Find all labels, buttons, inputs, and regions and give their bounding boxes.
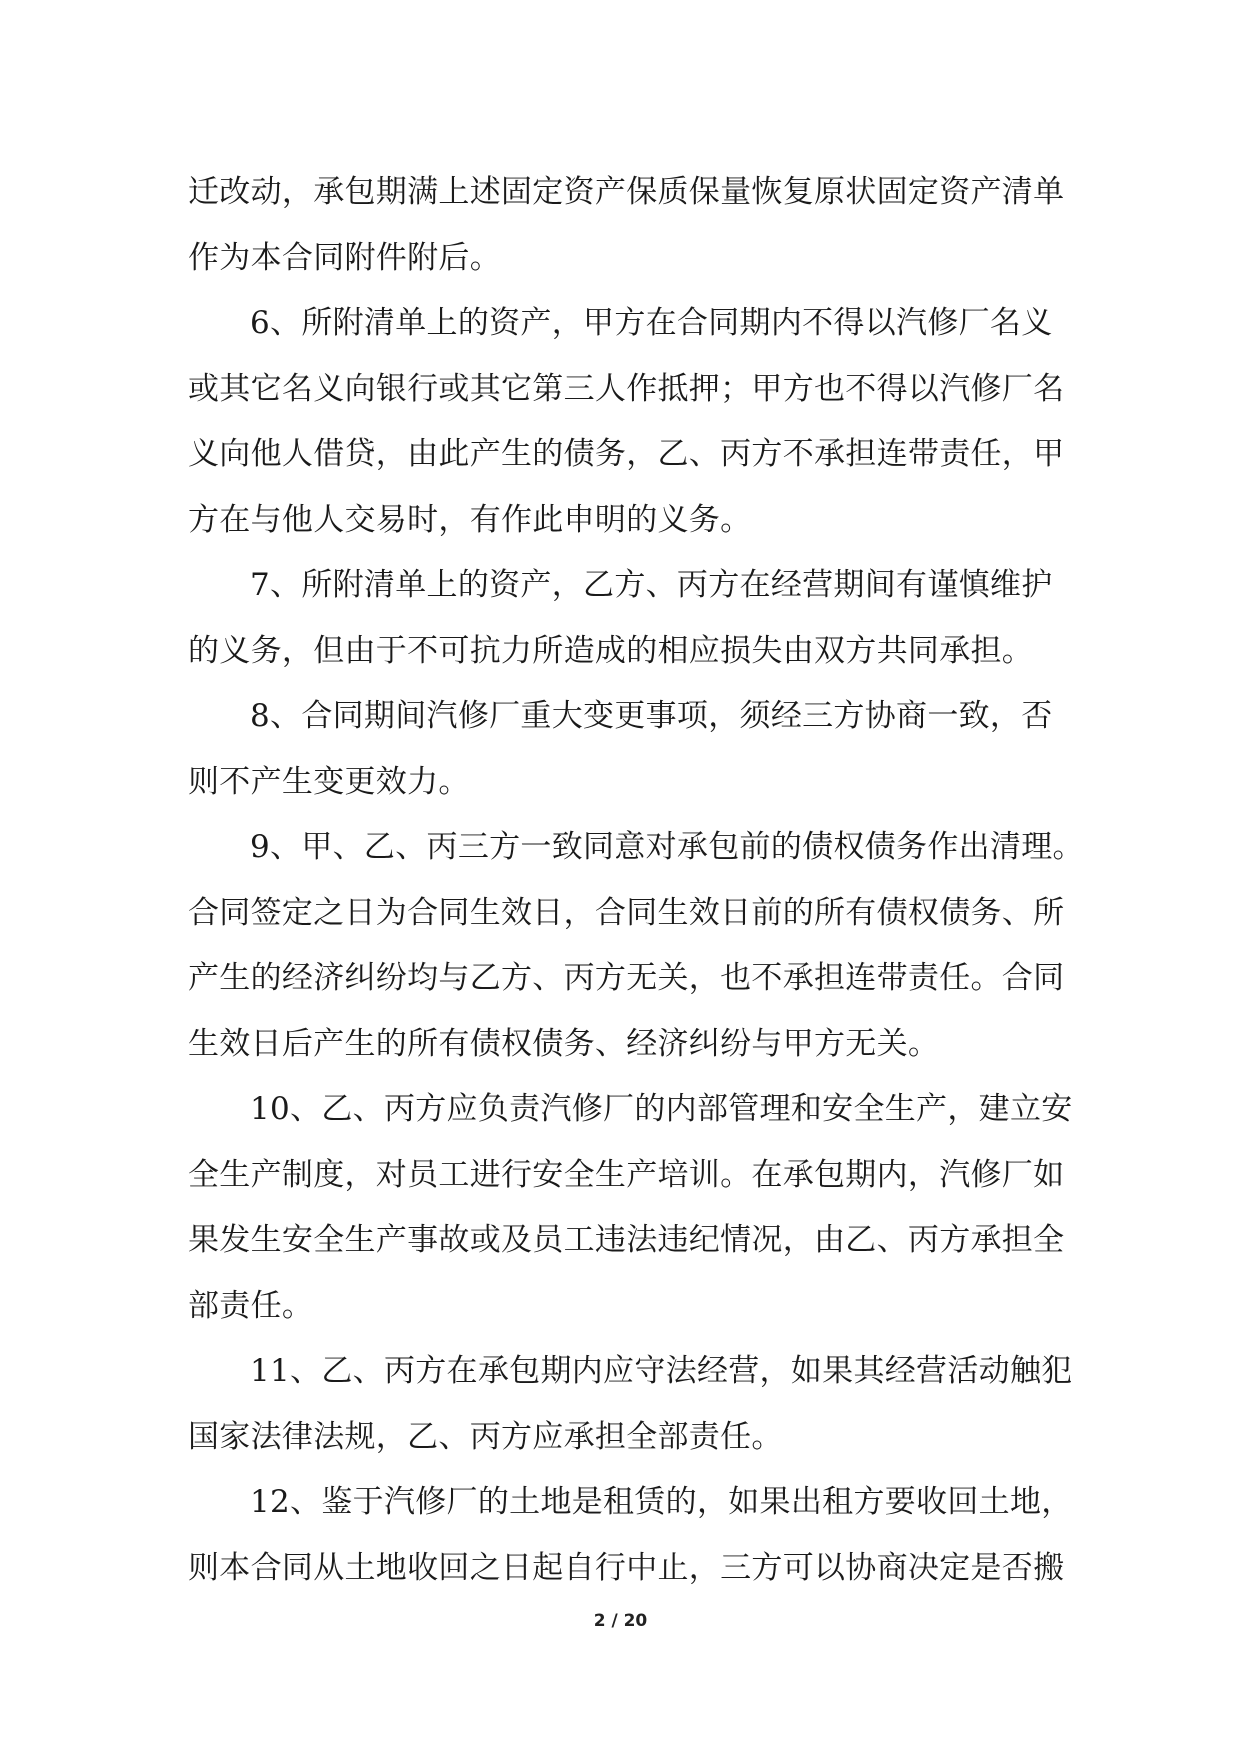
text-line: 全生产制度，对员工进行安全生产培训。在承包期内，汽修厂如 (188, 1156, 1065, 1193)
clause-9-line: 9、甲、乙、丙三方一致同意对承包前的债权债务作出清理。 (250, 829, 1084, 865)
text-line: 迁改动，承包期满上述固定资产保质保量恢复原状固定资产清单 (188, 174, 1065, 210)
text-line: 则不产生变更效力。 (188, 763, 470, 800)
contract-body (188, 160, 1084, 1601)
text-line: 作为本合同附件附后。 (188, 239, 501, 276)
text-line: 方在与他人交易时，有作此申明的义务。 (188, 501, 752, 538)
text-line: 生效日后产生的所有债权债务、经济纠纷与甲方无关。 (188, 1025, 940, 1062)
text-line: 国家法律法规，乙、丙方应承担全部责任。 (188, 1418, 783, 1455)
text-line: 果发生安全生产事故或及员工违法违纪情况，由乙、丙方承担全 (188, 1222, 1065, 1258)
text-line: 义向他人借贷，由此产生的债务，乙、丙方不承担连带责任，甲 (188, 436, 1065, 472)
text-line: 合同签定之日为合同生效日，合同生效日前的所有债权债务、所 (188, 894, 1065, 931)
text-line: 则本合同从土地收回之日起自行中止，三方可以协商决定是否搬 (188, 1549, 1065, 1586)
text-line: 或其它名义向银行或其它第三人作抵押；甲方也不得以汽修厂名 (188, 370, 1065, 407)
clause-11-line: 11、乙、丙方在承包期内应守法经营，如果其经营活动触犯 (250, 1353, 1073, 1389)
page-number: 2 / 20 (593, 1611, 648, 1631)
clause-8-line: 8、合同期间汽修厂重大变更事项，须经三方协商一致，否 (250, 698, 1053, 734)
text-line: 产生的经济纠纷均与乙方、丙方无关，也不承担连带责任。合同 (188, 960, 1065, 996)
clause-7-line: 7、所附清单上的资产，乙方、丙方在经营期间有谨慎维护 (250, 567, 1053, 603)
clause-6-line: 6、所附清单上的资产，甲方在合同期内不得以汽修厂名义 (250, 305, 1053, 341)
text-line: 的义务，但由于不可抗力所造成的相应损失由双方共同承担。 (188, 632, 1034, 669)
text-line: 部责任。 (188, 1287, 314, 1324)
clause-12-line: 12、鉴于汽修厂的土地是租赁的，如果出租方要收回土地， (250, 1484, 1073, 1520)
clause-10-line: 10、乙、丙方应负责汽修厂的内部管理和安全生产，建立安 (250, 1091, 1073, 1127)
